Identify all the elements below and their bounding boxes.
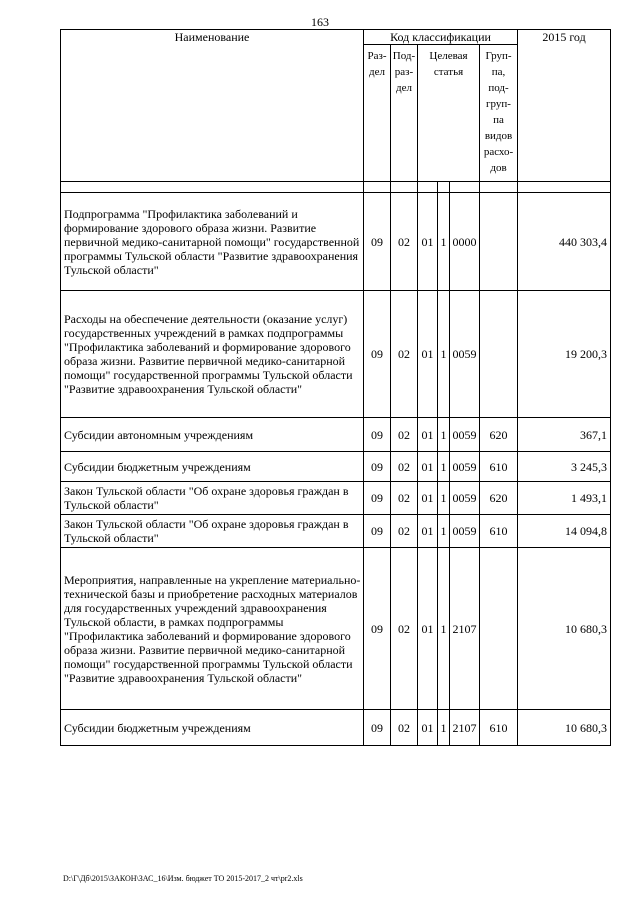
table-row — [61, 418, 611, 452]
table-row — [61, 291, 611, 418]
row-target-program: 01 — [418, 193, 438, 291]
row-target-direction: 0000 — [450, 193, 480, 291]
row-subsection: 02 — [391, 452, 418, 482]
row-name: Закон Тульской области "Об охране здоровья граждан в Тульской области" — [61, 482, 364, 515]
row-name: Субсидии бюджетным учреждениям — [61, 710, 364, 746]
row-section: 09 — [364, 418, 391, 452]
row-target-direction: 0059 — [450, 291, 480, 418]
budget-table — [60, 29, 611, 746]
row-target-subprogram: 1 — [438, 452, 450, 482]
row-subsection: 02 — [391, 291, 418, 418]
table-row — [61, 452, 611, 482]
row-target-program: 01 — [418, 452, 438, 482]
row-name: Субсидии автономным учреждениям — [61, 418, 364, 452]
row-section: 09 — [364, 291, 391, 418]
row-expense-group: 610 — [480, 515, 518, 548]
row-expense-group — [480, 193, 518, 291]
row-amount: 10 680,3 — [518, 710, 611, 746]
row-name: Закон Тульской области "Об охране здоровья граждан в Тульской области" — [61, 515, 364, 548]
header-target-article: Целевая статья — [418, 45, 480, 182]
table-row — [61, 548, 611, 710]
row-target-program: 01 — [418, 482, 438, 515]
row-amount: 1 493,1 — [518, 482, 611, 515]
row-target-direction: 0059 — [450, 418, 480, 452]
row-section: 09 — [364, 548, 391, 710]
row-expense-group: 620 — [480, 418, 518, 452]
row-name: Мероприятия, направленные на укрепление материально-технической базы и приобретение расходных материалов для государственных учреждений здравоохранения Тульской области, в рамках подпрограммы "Профилактика заболеваний и формирование здорового образа жизни. Развитие первичной медико-санитарной помощи" государственной программы Тульской области "Развитие здравоохранения Тульской области" — [61, 548, 364, 710]
page-number: 163 — [311, 15, 329, 29]
row-target-subprogram: 1 — [438, 291, 450, 418]
header-name: Наименование — [61, 30, 364, 182]
table-row — [61, 193, 611, 291]
row-subsection: 02 — [391, 418, 418, 452]
row-target-direction: 0059 — [450, 515, 480, 548]
row-section: 09 — [364, 193, 391, 291]
row-amount: 3 245,3 — [518, 452, 611, 482]
row-target-subprogram: 1 — [438, 482, 450, 515]
row-expense-group — [480, 291, 518, 418]
row-target-direction: 0059 — [450, 482, 480, 515]
row-target-subprogram: 1 — [438, 710, 450, 746]
header-section: Раз- дел — [364, 45, 391, 182]
row-target-program: 01 — [418, 710, 438, 746]
header-spacer-row — [61, 182, 611, 193]
row-expense-group — [480, 548, 518, 710]
header-expense-group: Груп- па, под- груп- па видов расхо- дов — [480, 45, 518, 182]
row-target-program: 01 — [418, 291, 438, 418]
row-target-direction: 2107 — [450, 710, 480, 746]
row-section: 09 — [364, 452, 391, 482]
header-subsection: Под- раз- дел — [391, 45, 418, 182]
row-expense-group: 610 — [480, 710, 518, 746]
row-amount: 14 094,8 — [518, 515, 611, 548]
row-subsection: 02 — [391, 482, 418, 515]
row-amount: 367,1 — [518, 418, 611, 452]
row-subsection: 02 — [391, 193, 418, 291]
row-subsection: 02 — [391, 515, 418, 548]
row-section: 09 — [364, 482, 391, 515]
row-target-program: 01 — [418, 515, 438, 548]
row-name: Расходы на обеспечение деятельности (оказание услуг) государственных учреждений в рамках подпрограммы "Профилактика заболеваний и формирование здорового образа жизни. Развитие первичной медико-санитарной помощи" государственной программы Тульской области "Развитие здравоохранения Тульской области" — [61, 291, 364, 418]
row-target-program: 01 — [418, 548, 438, 710]
row-amount: 440 303,4 — [518, 193, 611, 291]
header-year: 2015 год — [518, 30, 611, 182]
table-row — [61, 482, 611, 515]
row-target-direction: 0059 — [450, 452, 480, 482]
row-target-subprogram: 1 — [438, 548, 450, 710]
row-section: 09 — [364, 515, 391, 548]
row-name: Субсидии бюджетным учреждениям — [61, 452, 364, 482]
row-name: Подпрограмма "Профилактика заболеваний и формирование здорового образа жизни. Развитие первичной медико-санитарной помощи" государственной программы Тульской области "Развитие здравоохранения Тульской области" — [61, 193, 364, 291]
table-row — [61, 710, 611, 746]
row-expense-group: 620 — [480, 482, 518, 515]
header-classification: Код классификации — [364, 30, 518, 45]
table-row — [61, 515, 611, 548]
row-target-direction: 2107 — [450, 548, 480, 710]
row-section: 09 — [364, 710, 391, 746]
row-target-program: 01 — [418, 418, 438, 452]
row-target-subprogram: 1 — [438, 193, 450, 291]
row-amount: 10 680,3 — [518, 548, 611, 710]
row-amount: 19 200,3 — [518, 291, 611, 418]
row-expense-group: 610 — [480, 452, 518, 482]
row-subsection: 02 — [391, 710, 418, 746]
row-subsection: 02 — [391, 548, 418, 710]
row-target-subprogram: 1 — [438, 418, 450, 452]
row-target-subprogram: 1 — [438, 515, 450, 548]
footer-file-path: D:\Г\Дб\2015\ЗАКОН\ЗАС_16\Изм. бюджет ТО 2015-2017_2 чт\pr2.xls — [63, 874, 303, 883]
